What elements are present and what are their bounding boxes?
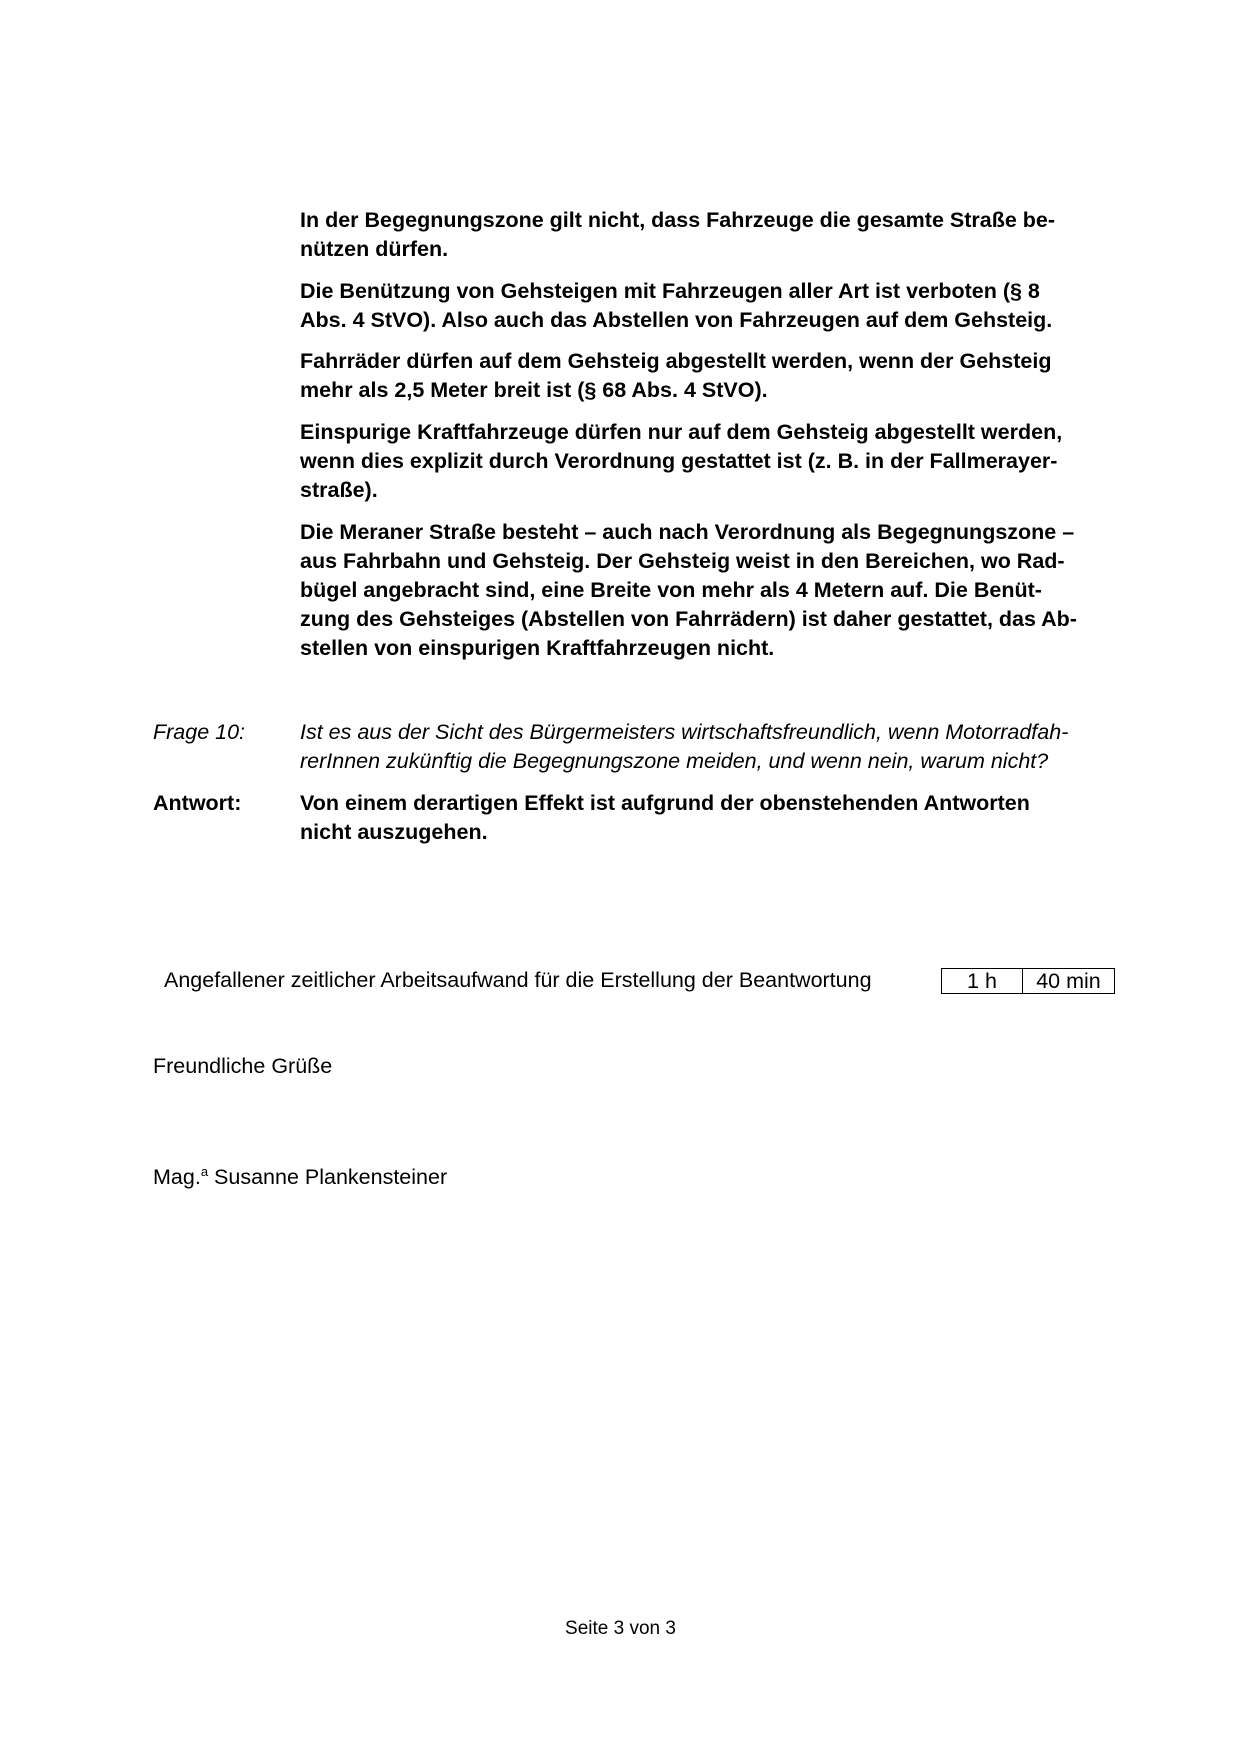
signature-prefix: Mag. — [153, 1165, 201, 1189]
page-footer: Seite 3 von 3 — [565, 1618, 676, 1639]
effort-label: Angefallener zeitlicher Arbeitsaufwand für die Erstellung der Beantwortung — [164, 968, 872, 992]
question-text: Ist es aus der Sicht des Bürgermeisters wirtschaftsfreundlich, wenn Motorradfah- rerInnen zukünftig die Begegnungszone meiden, und wenn nein, warum nicht? — [300, 720, 1069, 773]
question-label: Frage 10: — [153, 720, 246, 744]
paragraph-2: Die Benützung von Gehsteigen mit Fahrzeugen aller Art ist verboten (§ 8 Abs. 4 StVO). Also auch das Abstellen von Fahrzeugen auf dem Gehsteig. — [300, 279, 1053, 332]
signature — [153, 1163, 447, 1191]
answer-label: Antwort: — [153, 791, 242, 815]
signature-superscript: a — [200, 1164, 209, 1179]
effort-table — [941, 968, 1115, 994]
answer-text: Von einem derartigen Effekt ist aufgrund der obenstehenden Antworten nicht auszugehen. — [300, 791, 1030, 844]
paragraph-5: Die Meraner Straße besteht – auch nach Verordnung als Begegnungszone – aus Fahrbahn und Gehsteig. Der Gehsteig weist in den Bereichen, wo Rad- bügel angebracht sind, eine Breite von mehr als 4 Metern auf. Die Benüt- zung des Gehsteiges (Abstellen von Fahrrädern) ist daher gestattet, das Ab- stellen von einspurigen Kraftfahrzeugen nicht. — [300, 520, 1077, 660]
effort-minutes: 40 min — [1036, 968, 1101, 993]
paragraph-4: Einspurige Kraftfahrzeuge dürfen nur auf dem Gehsteig abgestellt werden, wenn dies explizit durch Verordnung gestattet ist (z. B. in der Fallmerayer- straße). — [300, 420, 1063, 502]
greeting: Freundliche Grüße — [153, 1054, 333, 1078]
paragraph-3: Fahrräder dürfen auf dem Gehsteig abgestellt werden, wenn der Gehsteig mehr als 2,5 Meter breit ist (§ 68 Abs. 4 StVO). — [300, 349, 1052, 402]
paragraph-1: In der Begegnungszone gilt nicht, dass Fahrzeuge die gesamte Straße be- nützen dürfen. — [300, 208, 1056, 261]
effort-hours: 1 h — [942, 969, 1023, 993]
signature-name: Susanne Plankensteiner — [208, 1165, 448, 1189]
